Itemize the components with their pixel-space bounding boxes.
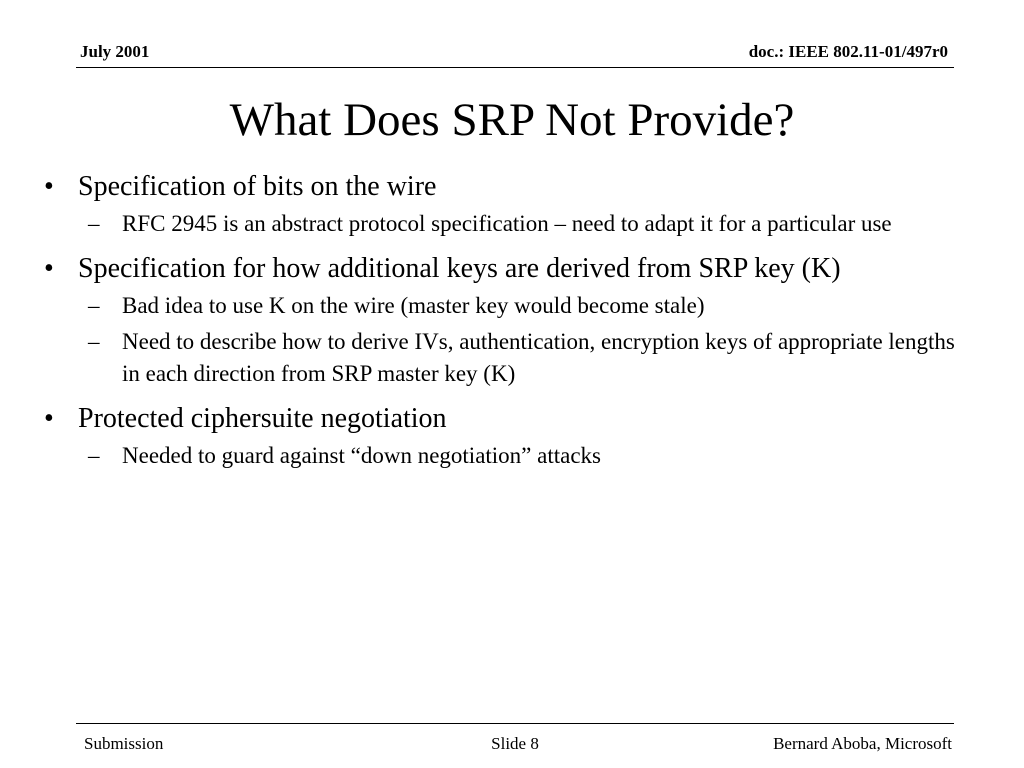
bullet-item <box>44 402 964 436</box>
sub-bullet-text: Bad idea to use K on the wire (master key would become stale) <box>122 293 705 318</box>
sub-bullet-text: RFC 2945 is an abstract protocol specification – need to adapt it for a particular use <box>122 211 892 236</box>
bullet-text: Protected ciphersuite negotiation <box>78 403 447 434</box>
dash-icon: – <box>88 211 100 236</box>
footer-submission: Submission <box>84 734 164 753</box>
dash-icon: – <box>88 329 100 354</box>
footer-slide-number: Slide 8 <box>491 734 539 753</box>
bullet-dot-icon: • <box>44 403 54 434</box>
bullet-item <box>44 170 964 204</box>
bullet-text: Specification for how additional keys are derived from SRP key (K) <box>78 253 841 284</box>
sub-bullet-item <box>44 440 964 472</box>
footer-divider <box>76 723 954 724</box>
bullet-dot-icon: • <box>44 171 54 202</box>
slide-title: What Does SRP Not Provide? <box>229 94 795 146</box>
sub-bullet-item <box>44 290 964 322</box>
bullet-text: Specification of bits on the wire <box>78 171 437 202</box>
header-date: July 2001 <box>80 42 150 61</box>
bullet-dot-icon: • <box>44 253 54 284</box>
footer-author: Bernard Aboba, Microsoft <box>773 734 952 753</box>
sub-bullet-item <box>44 208 964 240</box>
dash-icon: – <box>88 443 100 468</box>
bullet-item <box>44 252 964 286</box>
header-divider <box>76 67 954 68</box>
slide-body <box>44 170 964 472</box>
dash-icon: – <box>88 293 100 318</box>
sub-bullet-text: Need to describe how to derive IVs, authentication, encryption keys of appropriate lengths in each direction from SRP master key (K) <box>122 329 955 386</box>
sub-bullet-text: Needed to guard against “down negotiation” attacks <box>122 443 602 468</box>
sub-bullet-item <box>44 326 964 390</box>
header-doc-id: doc.: IEEE 802.11-01/497r0 <box>748 42 948 61</box>
